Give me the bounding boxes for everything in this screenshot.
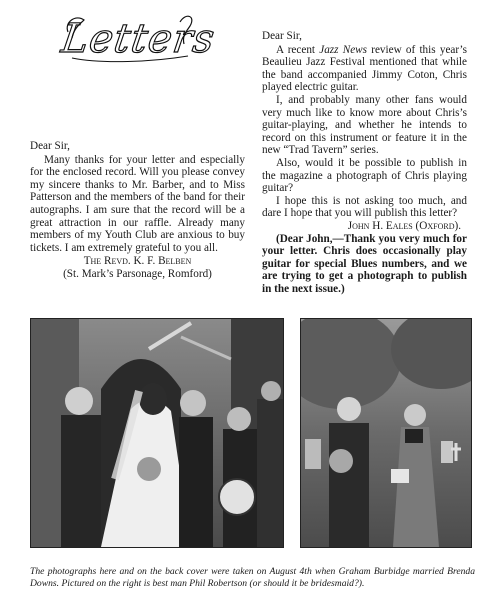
wedding-photo xyxy=(30,318,284,548)
letter-address: (St. Mark’s Parsonage, Romford) xyxy=(63,267,212,280)
photo-caption: The photographs here and on the back cover were taken on August 4th when Graham Burbidge married Brenda Downs. Pictured on the right is best man Phil Robertson (or should it be bridesmaid?). xyxy=(30,566,475,589)
letter-salutation: Dear Sir, xyxy=(262,30,302,42)
letter-paragraph-3: Also, would it be possible to publish in the magazine a photograph of Chris playing guitar? xyxy=(262,156,467,195)
letter-paragraph-1: A recent Jazz News review of this year’s Beaulieu Jazz Festival mentioned that while the band accompanied Jimmy Coton, Chris played electric guitar. xyxy=(262,43,467,94)
best-man-photo xyxy=(300,318,472,548)
best-man-photo-image xyxy=(301,319,471,547)
letter-body: Many thanks for your letter and especially for the enclosed record. Will you please convey my sincere thanks to Mr. Barber, and to Miss Patterson and the members of the band for their autographs. I am sure that the record will be a great attraction in our raffle. Already many members of my Youth Club are anxious to buy tickets. I am extremely grateful to you all. xyxy=(30,153,245,254)
letter-signature: John H. Eales (Oxford). xyxy=(347,219,461,232)
letter-salutation: Dear Sir, xyxy=(30,140,70,152)
letters-masthead xyxy=(58,10,218,66)
letter-eales xyxy=(262,30,467,295)
wedding-photo-image xyxy=(31,319,283,547)
letter-belben xyxy=(30,140,245,281)
masthead-title: Letters xyxy=(58,16,218,62)
editor-reply: (Dear John,—Thank you very much for your letter. Chris does occasionally play guitar for special Blues numbers, and we are trying to get a photograph to publish in the next issue.) xyxy=(262,232,467,295)
letter-paragraph-2: I, and probably many other fans would very much like to know more about Chris’s guitar-playing, and whether he intends to record on this instrument or feature it in the new “Trad Tavern” series. xyxy=(262,93,467,157)
letter-paragraph-4: I hope this is not asking too much, and dare I hope that you will publish this letter? xyxy=(262,194,467,220)
publication-name: Jazz News xyxy=(319,43,367,56)
letter-signature: The Revd. K. F. Belben xyxy=(83,255,192,268)
